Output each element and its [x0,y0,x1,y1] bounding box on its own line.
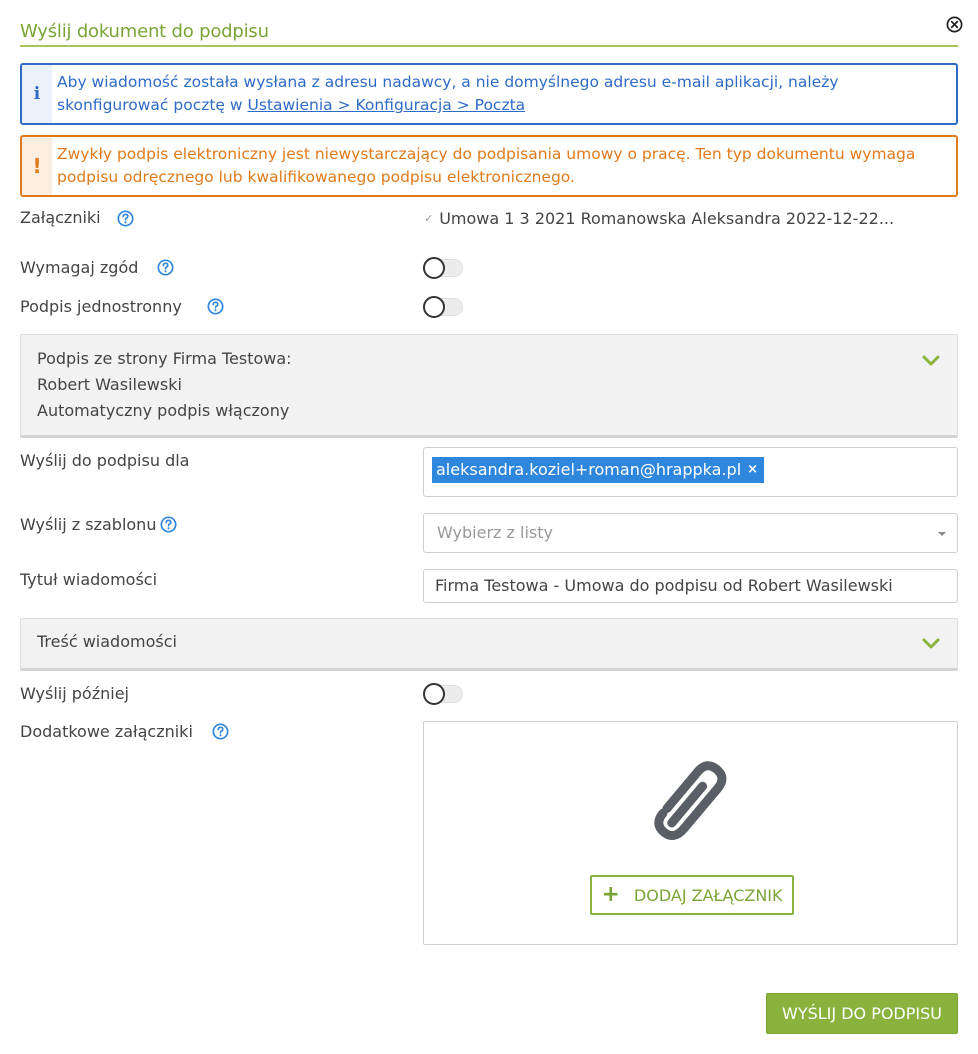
add-attachment-button[interactable] [590,875,794,915]
send-for-signature-button[interactable]: WYŚLIJ DO PODPISU [766,993,958,1034]
chevron-down-icon[interactable] [921,354,941,368]
toggle-knob [423,296,445,318]
title-divider [20,45,958,47]
info-alert [20,63,958,125]
attachments-label: Załączniki [20,208,101,227]
help-icon[interactable] [212,723,229,740]
signer-auto-status: Automatyczny podpis włączony [37,401,290,420]
paperclip-icon [648,752,734,848]
one-sided-label: Podpis jednostronny [20,297,182,316]
one-sided-toggle[interactable] [423,296,463,318]
message-body-label: Treść wiadomości [37,632,177,651]
mail-settings-link[interactable]: Ustawienia > Konfiguracja > Poczta [247,96,526,114]
toggle-knob [423,257,445,279]
warning-alert-text: Zwykły podpis elektroniczny jest niewystarczający do podpisania umowy o pracę. Ten typ dokumentu wymaga podpisu odręcznego lub kwalifikowanego podpisu elektronicznego. [57,145,916,186]
info-alert-text [57,71,948,117]
send-later-toggle[interactable] [423,683,463,705]
remove-recipient-icon[interactable]: × [747,462,759,477]
toggle-knob [423,683,445,705]
attachment-dropzone[interactable] [423,721,958,945]
subject-value: Firma Testowa - Umowa do podpisu od Robert Wasilewski [435,576,893,595]
subject-label: Tytuł wiadomości [20,570,158,589]
extra-attachments-label: Dodatkowe załączniki [20,722,193,741]
info-alert-message: Aby wiadomość została wysłana z adresu nadawcy, a nie domyślnego adresu e-mail aplikacji, należy skonfigurować pocztę w [57,73,839,114]
plus-icon: + [601,882,620,907]
require-consents-toggle[interactable] [423,257,463,279]
recipient-email: aleksandra.koziel+roman@hrappka.pl [436,460,742,479]
subject-input[interactable] [423,569,958,603]
chevron-down-icon[interactable] [921,637,941,651]
help-icon[interactable] [117,210,134,227]
help-icon[interactable] [207,298,224,315]
recipient-tag [432,457,764,483]
attachment-filename: Umowa 1 3 2021 Romanowska Aleksandra 2022-12-22... [439,209,895,228]
require-consents-label: Wymagaj zgód [20,258,139,277]
send-later-label: Wyślij później [20,684,129,703]
attachment-file [424,209,894,228]
recipient-input[interactable] [423,447,958,497]
info-icon: i [22,65,52,123]
signer-name: Robert Wasilewski [37,375,182,394]
warning-alert [20,135,958,197]
help-icon[interactable] [160,516,177,533]
check-icon: ✓ [424,212,434,225]
signer-panel[interactable] [20,334,958,438]
warning-icon: ! [22,137,52,195]
template-placeholder: Wybierz z listy [437,523,553,542]
signer-company: Podpis ze strony Firma Testowa: [37,349,292,368]
send-to-label: Wyślij do podpisu dla [20,451,190,470]
caret-down-icon [938,532,946,536]
help-icon[interactable] [157,259,174,276]
modal-title: Wyślij dokument do podpisu [20,21,269,42]
add-attachment-label: DODAJ ZAŁĄCZNIK [633,885,783,905]
template-label: Wyślij z szablonu [20,515,157,534]
message-body-panel[interactable] [20,618,958,671]
close-icon[interactable] [945,15,964,34]
template-select[interactable] [423,513,958,553]
